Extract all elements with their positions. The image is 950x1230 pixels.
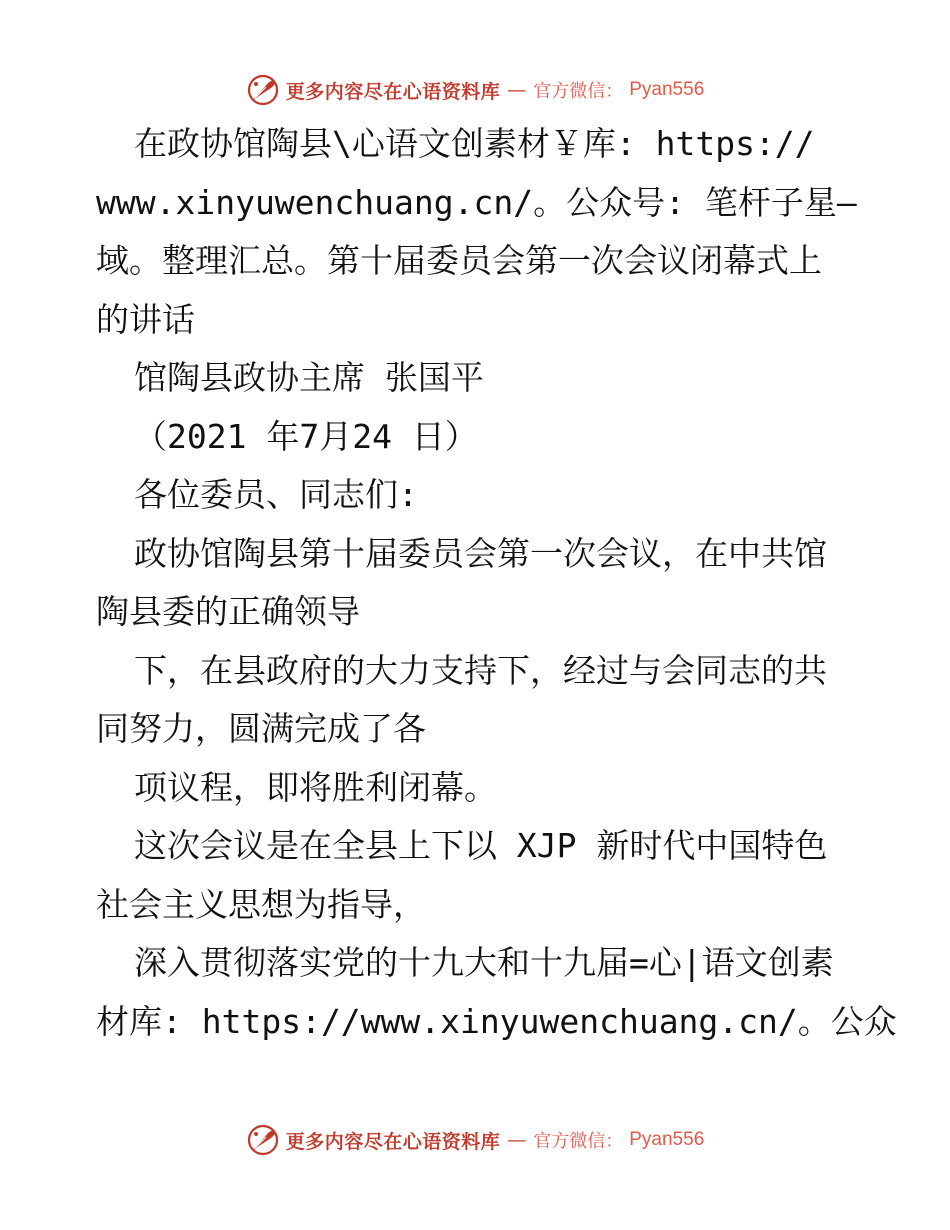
- text-line: 政协馆陶县第十届委员会第一次会议，在中共馆: [134, 533, 827, 573]
- banner-dash: —: [507, 1129, 527, 1151]
- banner-brand-text: 更多内容尽在心语资料库: [285, 1130, 501, 1153]
- banner-wechat-id: Pyan556: [629, 1129, 705, 1150]
- footer-banner: [0, 1122, 950, 1158]
- salutation-line: 各位委员、同志们:: [134, 475, 418, 514]
- text-line: 在政协馆陶县\心语文创素材￥库: https://: [134, 124, 815, 163]
- text-line: 同努力，圆满完成了各: [96, 709, 426, 748]
- text-line: 的讲话: [96, 299, 195, 339]
- document-body: [96, 115, 897, 1051]
- banner-wechat-id: Pyan556: [629, 79, 705, 100]
- text-line: 材库: https://www.xinyuwenchuang.cn/。公众: [96, 1001, 897, 1041]
- header-banner: [0, 72, 950, 108]
- date-line: （2021 年7月24 日）: [134, 416, 478, 456]
- text-line: 社会主义思想为指导，: [96, 884, 426, 924]
- quill-pen-logo-icon: [246, 73, 280, 107]
- banner-brand-text: 更多内容尽在心语资料库: [285, 80, 501, 103]
- banner-official-label: 官方微信：: [533, 81, 624, 102]
- speaker-line: 馆陶县政协主席 张国平: [134, 358, 484, 397]
- banner-dash: —: [507, 79, 527, 101]
- text-line: www.xinyuwenchuang.cn/。公众号: 笔杆子星—: [96, 182, 857, 222]
- text-line: 陶县委的正确领导: [96, 592, 360, 631]
- text-line: 域。整理汇总。第十届委员会第一次会议闭幕式上: [96, 241, 822, 280]
- text-line: 深入贯彻落实党的十九大和十九届=心|语文创素: [134, 943, 834, 982]
- text-line: 项议程，即将胜利闭幕。: [134, 767, 497, 807]
- banner-official-label: 官方微信：: [533, 1131, 624, 1152]
- text-line: 这次会议是在全县上下以 XJP 新时代中国特色: [134, 826, 828, 865]
- text-line: 下，在县政府的大力支持下，经过与会同志的共: [134, 650, 827, 690]
- quill-pen-logo-icon: [246, 1123, 280, 1157]
